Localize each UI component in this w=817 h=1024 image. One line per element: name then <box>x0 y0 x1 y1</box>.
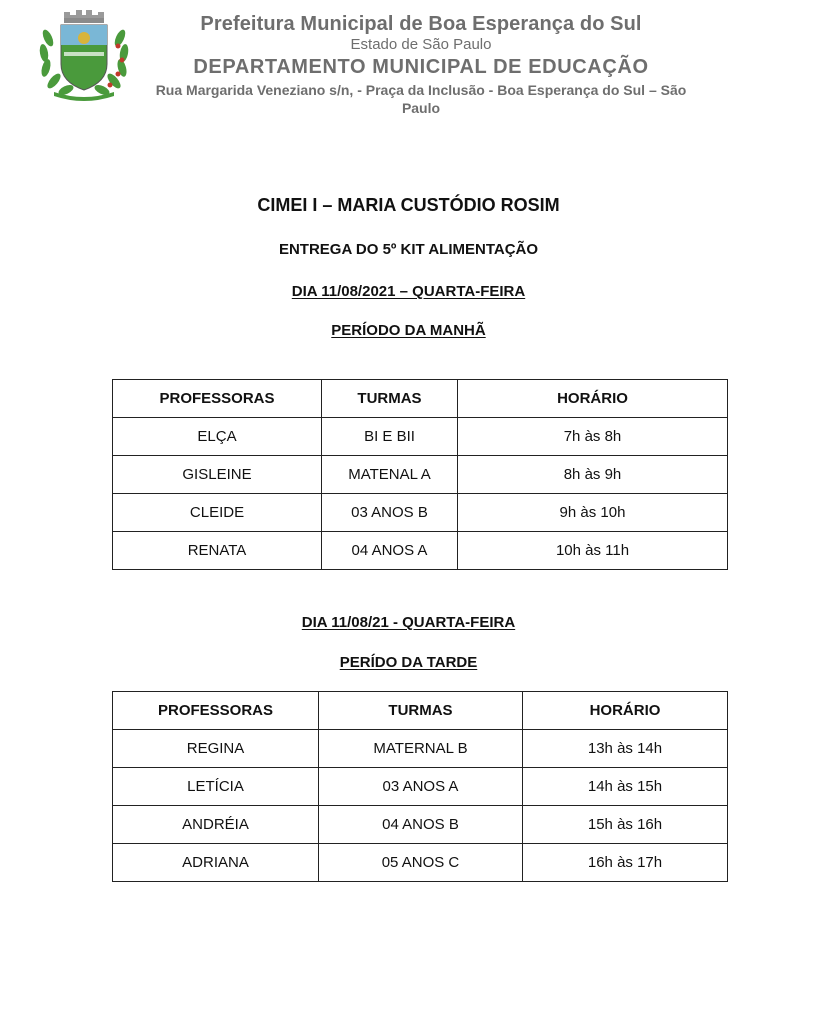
table-row <box>113 418 728 456</box>
teacher-cell: GISLEINE <box>113 456 322 494</box>
letterhead-state: Estado de São Paulo <box>350 36 492 53</box>
teacher-cell: RENATA <box>113 532 322 570</box>
letterhead-department: DEPARTAMENTO MUNICIPAL DE EDUCAÇÃO <box>193 56 649 78</box>
class-cell: 05 ANOS C <box>319 844 523 882</box>
time-cell: 14h às 15h <box>523 768 728 806</box>
table-row <box>113 806 728 844</box>
table-row <box>113 532 728 570</box>
table-row <box>113 494 728 532</box>
class-cell: 04 ANOS A <box>322 532 458 570</box>
class-cell: 03 ANOS B <box>322 494 458 532</box>
morning-date: DIA 11/08/2021 – QUARTA-FEIRA <box>291 283 526 300</box>
morning-schedule-table <box>112 379 728 570</box>
teacher-cell: REGINA <box>113 730 319 768</box>
teacher-cell: LETÍCIA <box>113 768 319 806</box>
afternoon-date: DIA 11/08/21 - QUARTA-FEIRA <box>301 614 516 631</box>
time-cell: 7h às 8h <box>458 418 728 456</box>
time-cell: 9h às 10h <box>458 494 728 532</box>
class-cell: MATERNAL B <box>319 730 523 768</box>
table-row <box>113 768 728 806</box>
morning-period: PERÍODO DA MANHÃ <box>331 322 486 339</box>
teacher-cell: ELÇA <box>113 418 322 456</box>
header-turmas: TURMAS <box>319 692 523 730</box>
teacher-cell: CLEIDE <box>113 494 322 532</box>
teacher-cell: ADRIANA <box>113 844 319 882</box>
class-cell: BI E BII <box>322 418 458 456</box>
teacher-cell: ANDRÉIA <box>113 806 319 844</box>
time-cell: 16h às 17h <box>523 844 728 882</box>
letterhead-address: Rua Margarida Veneziano s/n, - Praça da Inclusão - Boa Esperança do Sul – São Paulo <box>155 82 687 116</box>
subject-title: ENTREGA DO 5º KIT ALIMENTAÇÃO <box>278 241 539 258</box>
time-cell: 8h às 9h <box>458 456 728 494</box>
time-cell: 15h às 16h <box>523 806 728 844</box>
class-cell: MATENAL A <box>322 456 458 494</box>
municipal-coat-of-arms-icon <box>34 8 134 102</box>
class-cell: 04 ANOS B <box>319 806 523 844</box>
afternoon-schedule-table <box>112 691 728 882</box>
header-professoras: PROFESSORAS <box>113 380 322 418</box>
letterhead-title: Prefeitura Municipal de Boa Esperança do Sul <box>200 13 642 35</box>
afternoon-period: PERÍDO DA TARDE <box>339 654 478 671</box>
time-cell: 10h às 11h <box>458 532 728 570</box>
table-row <box>113 730 728 768</box>
header-professoras: PROFESSORAS <box>113 692 319 730</box>
table-row <box>113 844 728 882</box>
class-cell: 03 ANOS A <box>319 768 523 806</box>
table-header-row <box>113 692 728 730</box>
header-horario: HORÁRIO <box>458 380 728 418</box>
time-cell: 13h às 14h <box>523 730 728 768</box>
school-title: CIMEI I – MARIA CUSTÓDIO ROSIM <box>257 195 560 215</box>
letterhead <box>0 0 817 116</box>
table-row <box>113 456 728 494</box>
header-horario: HORÁRIO <box>523 692 728 730</box>
table-header-row <box>113 380 728 418</box>
header-turmas: TURMAS <box>322 380 458 418</box>
